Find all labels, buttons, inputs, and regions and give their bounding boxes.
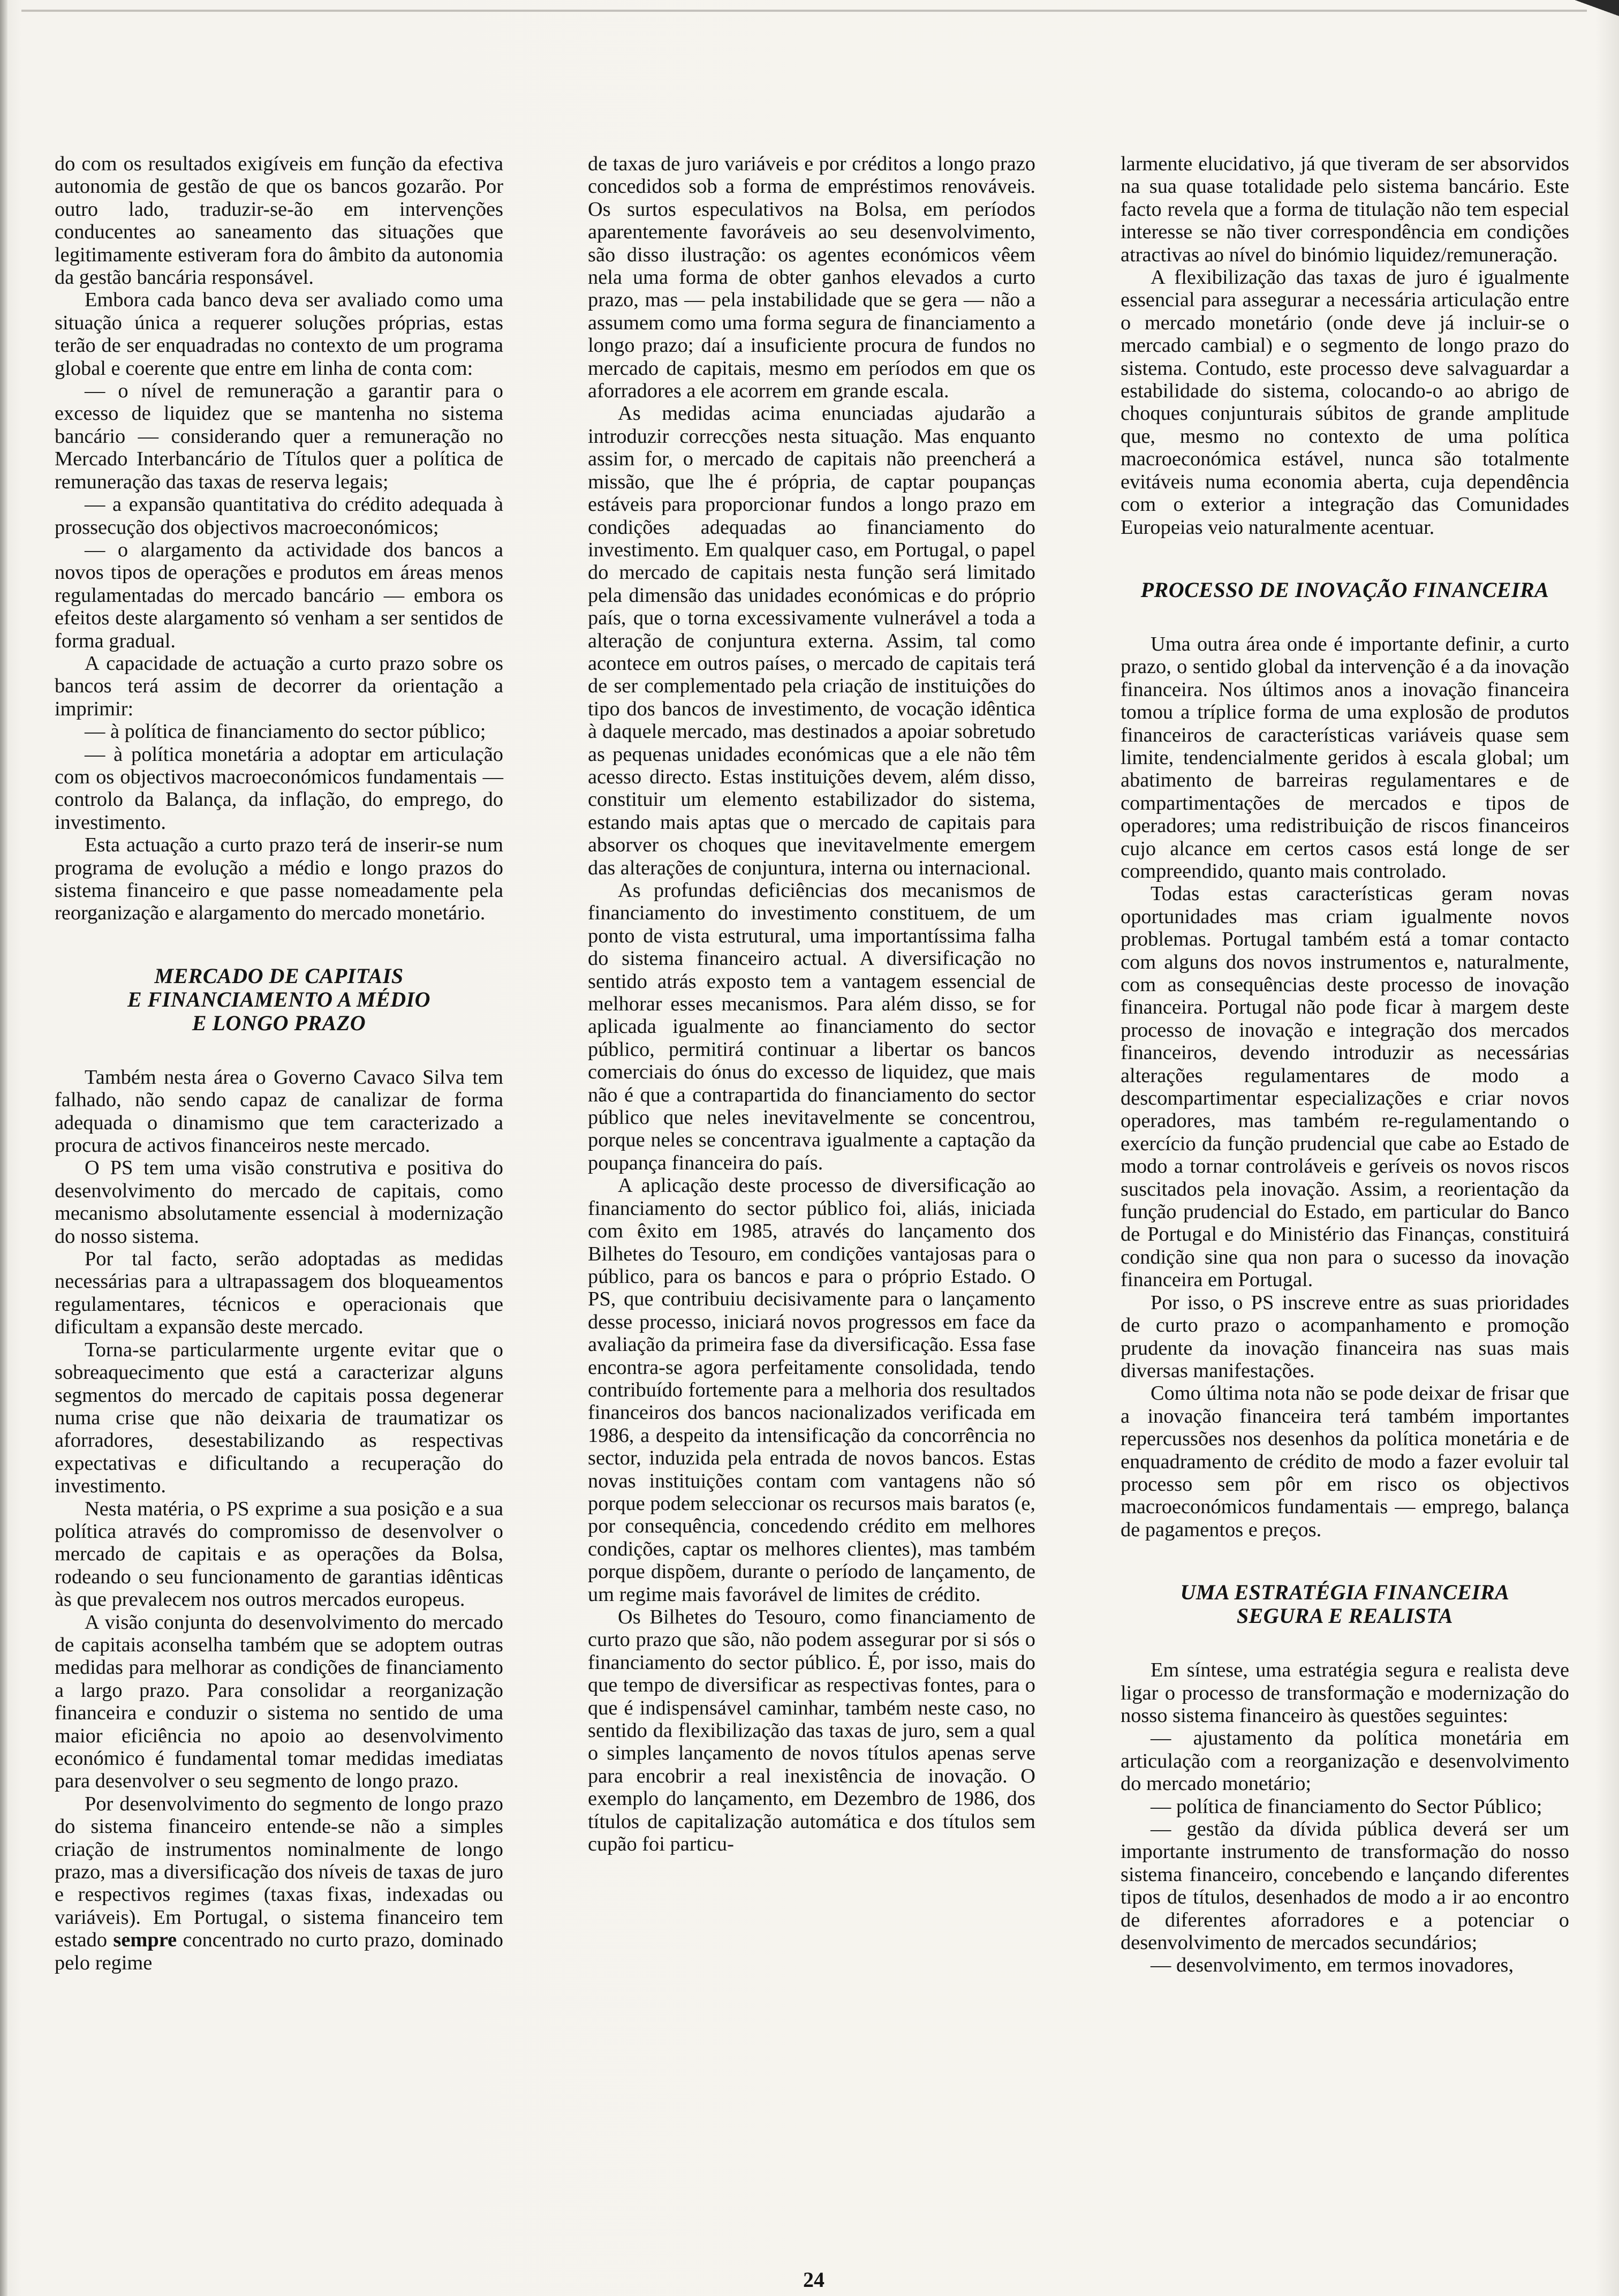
paragraph: — política de financiamento do Sector Público;	[1151, 1795, 1542, 1818]
paragraph: A flexibilização das taxas de juro é igualmente essencial para assegurar a necessária articulação entre o mercado monetário (onde deve já incluir-se o mercado cambial) e o segmento de longo prazo do sistema. Contudo, este processo deve salvaguardar a estabilidade do sistema, colocando-o ao abrigo de choques conjunturais súbitos de grande amplitude que, mesmo no contexto de uma política macroeconómica estável, nunca são totalmente evitáveis numa economia aberta, cuja dependência com o exterior a integração das Comunidades Europeias veio naturalmente acentuar.	[1121, 266, 1569, 539]
paragraph: de taxas de juro variáveis e por créditos a longo prazo concedidos sob a forma de empréstimos renováveis. Os surtos especulativos na Bolsa, em períodos aparentemente favoráveis ao seu desenvolvimento, são disso ilustração: os agentes económicos vêem nela uma forma de obter ganhos elevados a curto prazo, mas — pela instabilidade que se gera — não a assumem como uma forma segura de financiamento a longo prazo; daí a insuficiente procura de fundos no mercado de capitais, mesmo em períodos em que os aforradores a ele acorrem em grande escala.	[588, 153, 1035, 403]
paragraph: — o nível de remuneração a garantir para o excesso de liquidez que se mantenha no sistema bancário — considerando quer a remuneração no Mercado Interbancário de Títulos quer a política de remuneração das taxas de reserva legais;	[55, 380, 503, 493]
text-column-3	[1121, 153, 1569, 1977]
paragraph: Por isso, o PS inscreve entre as suas prioridades de curto prazo o acompanhamento e promoção prudente da inovação financeira nas suas mais diversas manifestações.	[1121, 1291, 1569, 1382]
corner-fold	[1560, 0, 1619, 32]
paragraph: Também nesta área o Governo Cavaco Silva tem falhado, não sendo capaz de canalizar de forma adequada o dinamismo que tem caracterizado a procura de activos financeiros neste mercado.	[55, 1066, 503, 1157]
section-heading-line: E LONGO PRAZO	[192, 1010, 366, 1035]
paragraph: A visão conjunta do desenvolvimento do mercado de capitais aconselha também que se adoptem outras medidas para melhorar as condições de financiamento a largo prazo. Para consolidar a reorganização financeira e conduzir o sistema no sentido de uma maior eficiência no apoio ao desenvolvimento económico é fundamental tomar medidas imediatas para desenvolver o seu segmento de longo prazo.	[55, 1611, 503, 1793]
section-heading-line: MERCADO DE CAPITAIS	[154, 963, 404, 988]
paragraph: larmente elucidativo, já que tiveram de ser absorvidos na sua quase totalidade pelo sistema bancário. Este facto revela que a forma de titulação não tem especial interesse se não tiver correspondência em condições atractivas ao nível do binómio liquidez/remuneração.	[1121, 153, 1569, 266]
paragraph: O PS tem uma visão construtiva e positiva do desenvolvimento do mercado de capitais, como mecanismo absolutamente essencial à modernização do nosso sistema.	[55, 1157, 503, 1248]
paragraph: — ajustamento da política monetária em articulação com a reorganização e desenvolvimento do mercado monetário;	[1121, 1727, 1569, 1795]
section-heading-line: E FINANCIAMENTO A MÉDIO	[127, 987, 431, 1011]
paragraph: Todas estas características geram novas oportunidades mas criam igualmente novos problemas. Portugal também está a tomar contacto com alguns dos novos instrumentos e, naturalmente, com as consequências deste processo de inovação financeira. Portugal não pode ficar à margem deste processo de inovação e integração dos mercados financeiros, devendo introduzir as necessárias alterações regulamentares de modo a descompartimentar especializações e criar novos operadores, mas também re-regulamentando o exercício da função prudencial que cabe ao Estado de modo a tornar controláveis e geríveis os novos riscos suscitados pela inovação. Assim, a reorientação da função prudencial do Estado, em particular do Banco de Portugal e do Ministério das Finanças, constituirá condição sine qua non para o sucesso da inovação financeira em Portugal.	[1121, 882, 1569, 1292]
paragraph: — à política monetária a adoptar em articulação com os objectivos macroeconómicos fundamentais — controlo da Balança, da inflação, do emprego, do investimento.	[55, 743, 503, 834]
text-column-1	[55, 153, 503, 1974]
paragraph: — o alargamento da actividade dos bancos a novos tipos de operações e produtos em áreas menos regulamentadas do mercado bancário — embora os efeitos deste alargamento só venham a ser sentidos de forma gradual.	[55, 538, 503, 652]
paragraph: As profundas deficiências dos mecanismos de financiamento do investimento constituem, de um ponto de vista estrutural, uma importantíssima falha do sistema financeiro actual. A diversificação no sentido atrás exposto tem a vantagem essencial de melhorar esses mecanismos. Para além disso, se for aplicada igualmente ao financiamento do sector público, permitirá continuar a libertar os bancos comerciais do ónus do excesso de liquidez, que mais não é que a contrapartida do financiamento do sector público que neles inevitavelmente se concentrou, porque neles se concentrava igualmente a captação da poupança financeira do país.	[588, 879, 1035, 1174]
section-heading	[1121, 1581, 1569, 1628]
section-heading-line: SEGURA E REALISTA	[1236, 1604, 1454, 1628]
paragraph: Torna-se particularmente urgente evitar que o sobreaquecimento que está a caracterizar alguns segmentos do mercado de capitais possa degenerar numa crise que não deixaria de traumatizar os aforradores, desestabilizando as respectivas expectativas e dificultando a recuperação do investimento.	[55, 1338, 503, 1498]
page-number: 24	[803, 2268, 824, 2292]
paragraph	[55, 1793, 503, 1974]
paragraph: As medidas acima enunciadas ajudarão a introduzir correcções nesta situação. Mas enquanto assim for, o mercado de capitais não preencherá a missão, que lhe é própria, de captar poupanças estáveis para proporcionar fundos a longo prazo em condições adequadas ao financiamento do investimento. Em qualquer caso, em Portugal, o papel do mercado de capitais nesta função será limitado pela dimensão das unidades económicas e do próprio país, que o torna excessivamente vulnerável a toda a alteração de conjuntura externa. Assim, tal como acontece em outros países, o mercado de capitais terá de ser complementado pela criação de instituições do tipo dos bancos de investimento, de vocação idêntica à daquele mercado, mas destinados a apoiar sobretudo as pequenas unidades económicas que a ele não têm acesso directo. Estas instituições devem, além disso, constituir um elemento estabilizador do sistema, estando mais aptas que o mercado de capitais para absorver os choques que inevitavelmente emergem das alterações de conjuntura, interna ou internacional.	[588, 402, 1035, 879]
top-rule	[21, 10, 1587, 12]
section-heading	[55, 964, 503, 1035]
paragraph: do com os resultados exigíveis em função da efectiva autonomia de gestão de que os bancos gozarão. Por outro lado, traduzir-se-ão em intervenções conducentes ao saneamento das situações que legitimamente estiveram fora do âmbito da autonomia da gestão bancária responsável.	[55, 153, 503, 289]
paragraph-text: Por desenvolvimento do segmento de longo prazo do sistema financeiro entende-se não a simples criação de instrumentos nominalmente de longo prazo, mas a diversificação dos níveis de taxas de juro e respectivos regimes (taxas fixas, indexadas ou variáveis). Em Portugal, o sistema financeiro tem estado	[55, 1792, 503, 1952]
paragraph: Esta actuação a curto prazo terá de inserir-se num programa de evolução a médio e longo prazos do sistema financeiro e que passe nomeadamente pela reorganização e alargamento do mercado monetário.	[55, 834, 503, 925]
paragraph: A aplicação deste processo de diversificação ao financiamento do sector público foi, aliás, iniciada com êxito em 1985, através do lançamento dos Bilhetes do Tesouro, em condições vantajosas para o público, para os bancos e para o próprio Estado. O PS, que contribuiu decisivamente para o lançamento desse processo, iniciará novos progressos em face da avaliação da primeira fase da diversificação. Essa fase encontra-se agora perfeitamente consolidada, tendo contribuído fortemente para a melhoria dos resultados financeiros dos bancos nacionalizados verificada em 1986, a despeito da intensificação da concorrência no sector, induzida pela entrada de novos bancos. Estas novas instituições contam com vantagens não só porque podem seleccionar os recursos mais baratos (e, por consequência, concedendo crédito em melhores condições, captar os melhores clientes), mas também porque dispõem, durante o período de lançamento, de um regime mais favorável de limites de crédito.	[588, 1174, 1035, 1606]
paragraph-text: concentrado no curto prazo, dominado pelo regime	[55, 1929, 503, 1974]
text-column-2	[588, 153, 1035, 1855]
paragraph: A capacidade de actuação a curto prazo sobre os bancos terá assim de decorrer da orientação a imprimir:	[55, 652, 503, 720]
section-heading-line: PROCESSO DE INOVAÇÃO FINANCEIRA	[1140, 577, 1549, 602]
paragraph: — à política de financiamento do sector público;	[85, 720, 486, 743]
paragraph: Por tal facto, serão adoptadas as medidas necessárias para a ultrapassagem dos bloqueamentos regulamentares, técnicos e operacionais que dificultam a expansão deste mercado.	[55, 1248, 503, 1339]
paragraph: Em síntese, uma estratégia segura e realista deve ligar o processo de transformação e modernização do nosso sistema financeiro às questões seguintes:	[1121, 1659, 1569, 1727]
scan-left-edge	[0, 0, 7, 2296]
paragraph: — gestão da dívida pública deverá ser um importante instrumento de transformação do nosso sistema financeiro, concebendo e lançando diferentes tipos de títulos, desenhados de modo a ir ao encontro de diferentes aforradores e a potenciar o desenvolvimento de mercados secundários;	[1121, 1818, 1569, 1954]
paragraph: Como última nota não se pode deixar de frisar que a inovação financeira terá também importantes repercussões nos desenhos da política monetária e de enquadramento de crédito de modo a fazer evoluir tal processo sem pôr em risco os objectivos macroeconómicos fundamentais — emprego, balança de pagamentos e preços.	[1121, 1382, 1569, 1541]
section-heading	[1121, 578, 1569, 602]
paragraph: Uma outra área onde é importante definir, a curto prazo, o sentido global da intervenção é a da inovação financeira. Nos últimos anos a inovação financeira tomou a tríplice forma de uma explosão de produtos financeiros de características variáveis quase sem limite, tendencialmente geridos à escala global; um abatimento de barreiras regulamentares e de compartimentações de mercados e tipos de operadores; uma redistribuição de riscos financeiros cujo alcance em certos casos está longe de ser compreendido, quanto mais controlado.	[1121, 632, 1569, 882]
section-heading-line: UMA ESTRATÉGIA FINANCEIRA	[1180, 1580, 1510, 1605]
paragraph: — a expansão quantitativa do crédito adequada à prossecução dos objectivos macroeconómicos;	[55, 493, 503, 539]
paragraph: Os Bilhetes do Tesouro, como financiamento de curto prazo que são, não podem assegurar por si sós o financiamento do sector público. É, por isso, mais do que tempo de diversificar as respectivas fontes, para o que é indispensável caminhar, também neste caso, no sentido da flexibilização das taxas de juro, sem a qual o simples lançamento de novos títulos apenas serve para encobrir a real inexistência de inovação. O exemplo do lançamento, em Dezembro de 1986, dos títulos de capitalização automática e dos títulos sem cupão foi particu-	[588, 1606, 1035, 1856]
bold-text: sempre	[113, 1929, 177, 1952]
paragraph: — desenvolvimento, em termos inovadores,	[1151, 1954, 1514, 1977]
paragraph: Embora cada banco deva ser avaliado como uma situação única a requerer soluções próprias, estas terão de ser enquadradas no contexto de um programa global e coerente que entre em linha de conta com:	[55, 289, 503, 380]
paragraph: Nesta matéria, o PS exprime a sua posição e a sua política através do compromisso de desenvolver o mercado de capitais e as operações da Bolsa, rodeando o seu funcionamento de garantias idênticas às que prevalecem nos outros mercados europeus.	[55, 1497, 503, 1611]
